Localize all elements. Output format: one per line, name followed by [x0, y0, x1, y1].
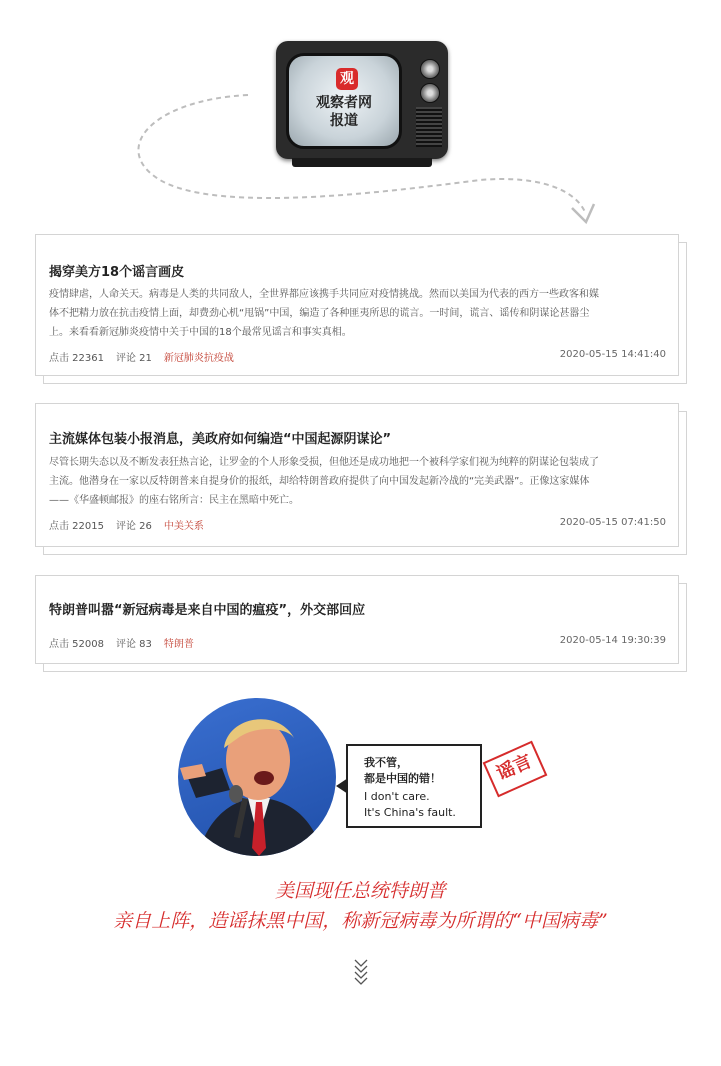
summary-line: 疫情肆虐，人命关天。病毒是人类的共同敌人，全世界都应该携手共同应对疫情挑战。然而以美国为代表的西方一些政客和媒: [49, 289, 599, 300]
summary-line: 尽管长期失态以及不断发表狂热言论，让罗金的个人形象受损，但他还是成功地把一个被科学家们视为纯粹的阴谋论包装成了: [49, 457, 599, 468]
article-title[interactable]: 揭穿美方18个谣言画皮: [49, 265, 185, 280]
guancha-logo-icon: 观: [336, 68, 358, 90]
rumor-stamp: 谣言: [483, 741, 548, 798]
comment-count[interactable]: 评论 21: [116, 353, 152, 364]
article-summary: [49, 285, 666, 342]
chevron-down-icon: [351, 956, 371, 992]
bubble-cn-line1: 我不管，: [364, 756, 408, 769]
tv-label-line1: 观察者网: [316, 95, 372, 111]
bubble-en-line1: I don't care.: [364, 790, 430, 803]
bubble-en-line2: It's China's fault.: [364, 806, 456, 819]
summary-line: 上。来看看新冠肺炎疫情中关于中国的18个最常见谣言和事实真相。: [49, 327, 352, 338]
caption-line1: 美国现任总统特朗普: [274, 880, 446, 902]
publish-date: 2020-05-15 14:41:40: [559, 349, 666, 360]
topic-tag[interactable]: 中美关系: [163, 521, 204, 532]
summary-line: ——《华盛顿邮报》的座右铭所言：民主在黑暗中死亡。: [49, 495, 299, 506]
speech-bubble: [346, 744, 482, 828]
article-meta: [49, 635, 206, 650]
click-count: 点击 52008: [49, 639, 104, 650]
publish-date: 2020-05-14 19:30:39: [559, 635, 666, 646]
trump-portrait: [178, 698, 336, 856]
article-summary: [49, 453, 666, 510]
topic-tag[interactable]: 特朗普: [163, 639, 194, 650]
article-meta: [49, 517, 216, 532]
click-count: 点击 22361: [49, 353, 104, 364]
comment-count[interactable]: 评论 83: [116, 639, 152, 650]
caption-line2: 亲自上阵，造谣抹黑中国，称新冠病毒为所谓的“中国病毒”: [113, 910, 608, 932]
topic-tag[interactable]: 新冠肺炎抗疫战: [163, 353, 234, 364]
card-body: [35, 234, 679, 376]
article-title[interactable]: 特朗普叫嚣“新冠病毒是来自中国的瘟疫”，外交部回应: [49, 603, 366, 618]
dashed-arrow-icon: [0, 0, 721, 240]
bubble-cn-line2: 都是中国的错！: [364, 772, 441, 785]
article-title[interactable]: 主流媒体包装小报消息，美政府如何编造“中国起源阴谋论”: [49, 432, 392, 447]
article-card[interactable]: [35, 234, 679, 376]
article-card[interactable]: [35, 575, 679, 664]
portrait-illustration: [178, 698, 336, 856]
comment-count[interactable]: 评论 26: [116, 521, 152, 532]
tv-label-line2: 报道: [330, 113, 358, 129]
article-meta: [49, 349, 246, 364]
publish-date: 2020-05-15 07:41:50: [559, 517, 666, 528]
card-body: [35, 575, 679, 664]
card-body: [35, 403, 679, 547]
summary-line: 体不把精力放在抗击疫情上面，却费劲心机“甩锅”中国，编造了各种匪夷所思的谎言。一时间，谎言、谣传和阴谋论甚嚣尘: [49, 308, 590, 319]
article-card[interactable]: [35, 403, 679, 547]
click-count: 点击 22015: [49, 521, 104, 532]
summary-line: 主流。他潜身在一家以反特朗普来自提身价的报纸，却给特朗普政府提供了向中国发起新冷战的“完美武器”。正像这家媒体: [49, 476, 590, 487]
